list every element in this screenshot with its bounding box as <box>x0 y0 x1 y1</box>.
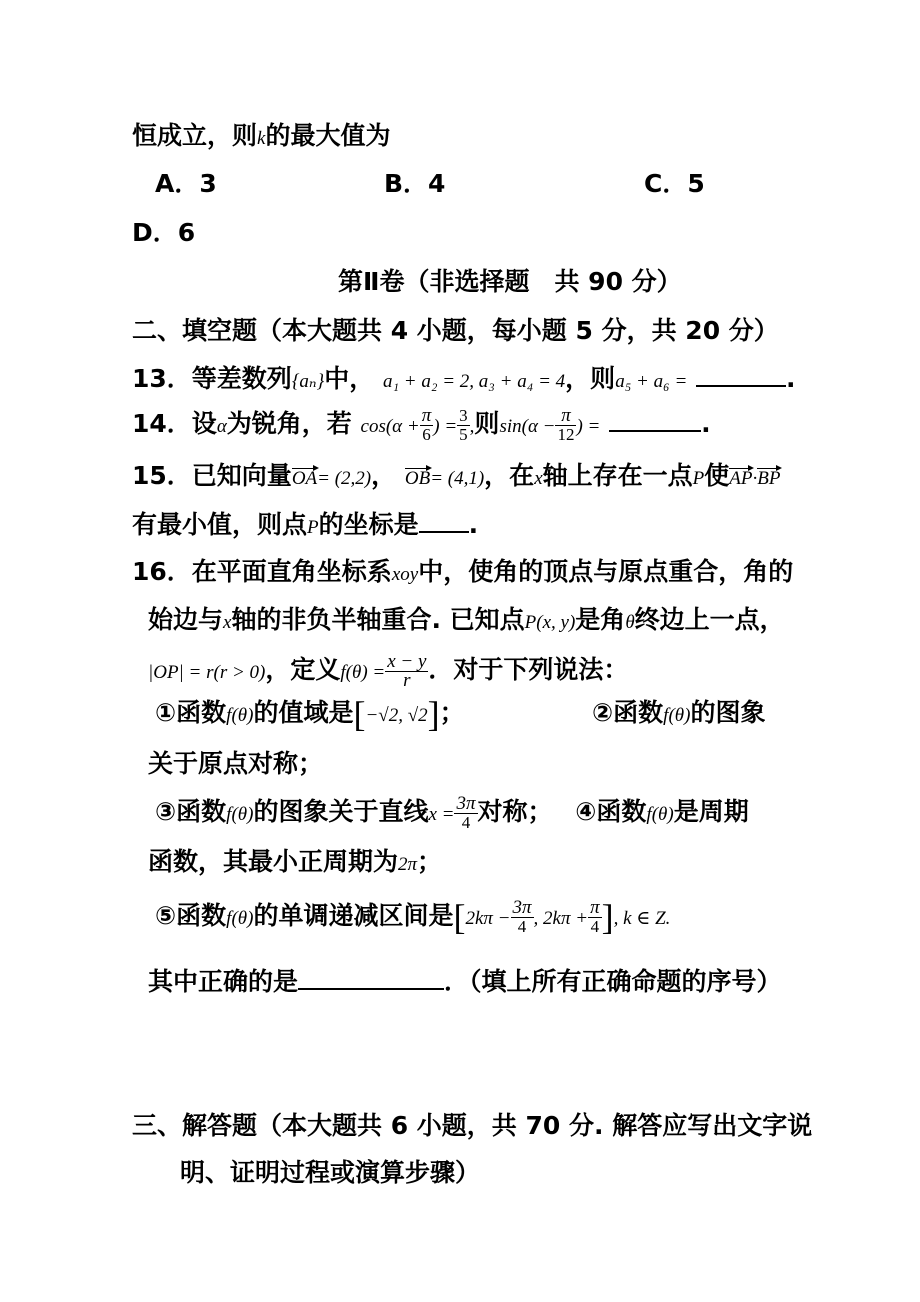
k-symbol: k <box>257 128 266 149</box>
fraction-f-def: $\frac{x - y}{r}$ <box>387 650 427 691</box>
lead-line: 恒成立，则k的最大值为 <box>132 121 391 150</box>
section3-title-cont: 明、证明过程或演算步骤） <box>180 1158 481 1187</box>
statement-2: ②函数f(θ)的图象 <box>592 698 766 727</box>
option-d: D．6 <box>132 218 196 247</box>
fraction-pi-4: $\frac{\pi}{4}$ <box>590 896 600 936</box>
answer-blank-16[interactable] <box>298 962 444 990</box>
question-16: 16．在平面直角坐标系xoy中，使角的顶点与原点重合，角的 <box>132 557 794 586</box>
answer-blank-15[interactable] <box>419 505 469 533</box>
section2-title: 二、填空题（本大题共 4 小题，每小题 5 分，共 20 分） <box>132 316 779 345</box>
question-16-line3: |OP| = r(r > 0)，定义f(θ) = $\frac{x - y}{r}$ ．对于下列说法： <box>148 650 629 691</box>
vector-bp: BP <box>757 468 781 489</box>
statement-1: ①函数f(θ)的值域是[−√2, √2]； <box>155 694 465 734</box>
fraction-3pi-4-b: $\frac{3\pi}{4}$ <box>512 896 532 936</box>
fraction-3pi-4: $\frac{3\pi}{4}$ <box>456 792 476 832</box>
fraction-pi-6: $\frac{\pi}{6}$ <box>421 404 432 444</box>
question-15-cont: 有最小值，则点P的坐标是 . <box>132 505 478 548</box>
option-c: C．5 <box>644 169 705 198</box>
question-13: 13．等差数列{aₙ}中， a₁ + a₂ = 2, a₃ + a₄ = 4，则a₅ + a₆ = . <box>132 359 796 402</box>
vector-ob: OB <box>404 468 431 489</box>
vector-oa: OA <box>291 468 318 489</box>
part2-title: 第Ⅱ卷（非选择题 共 90 分） <box>338 267 682 296</box>
statement-5: ⑤函数f(θ)的单调递减区间是[2kπ − $\frac{3\pi}{4}$ , 2kπ + $\frac{\pi}{4}$ ], k ∈ Z. <box>155 896 671 937</box>
section3-title: 三、解答题（本大题共 6 小题，共 70 分. 解答应写出文字说 <box>132 1111 813 1140</box>
fraction-pi-12: $\frac{\pi}{12}$ <box>557 404 575 444</box>
question-16-line2: 始边与x轴的非负半轴重合. 已知点P(x, y)是角θ终边上一点， <box>148 605 785 634</box>
vector-ap: AP <box>729 468 753 489</box>
answer-blank-13[interactable] <box>696 359 786 387</box>
option-b: B．4 <box>384 169 446 198</box>
question-16-answer: 其中正确的是 ．（填上所有正确命题的序号） <box>148 962 782 1002</box>
question-15: 15．已知向量OA= (2,2)， OB= (4,1)，在x轴上存在一点P使AP·BP <box>132 461 781 490</box>
statement-3: ③函数f(θ)的图象关于直线x = $\frac{3\pi}{4}$ 对称； ④函数f(θ)是周期 <box>155 792 749 832</box>
option-a: A．3 <box>155 169 217 198</box>
question-14: 14．设α为锐角，若 cos(α + $\frac{\pi}{6}$ ) = $\frac{3}{5}$ ,则sin(α − $\frac{\pi}{12}$ ) = . <box>132 404 711 444</box>
answer-blank-14[interactable] <box>609 404 701 432</box>
statement-4-cont: 函数，其最小正周期为2π； <box>148 847 443 876</box>
fraction-3-5: $\frac{3}{5}$ <box>459 405 468 444</box>
statement-2-cont: 关于原点对称； <box>148 749 324 778</box>
